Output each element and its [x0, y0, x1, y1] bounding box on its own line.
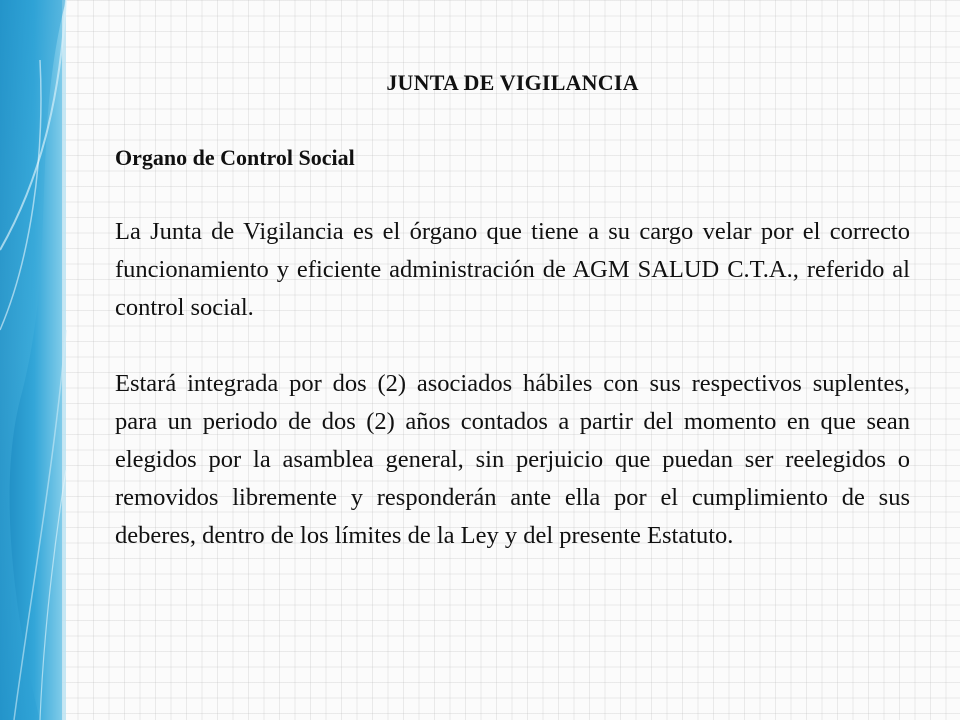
paragraph-composition: Estará integrada por dos (2) asociados hábiles con sus respectivos suplentes, para un periodo de dos (2) años contados a partir del momento en que sean elegidos por la asamblea general, sin perjuicio que puedan ser reelegidos o removidos libremente y responderán ante ella por el cumplimiento de sus deberes, dentro de los límites de la Ley y del presente Estatuto.	[115, 370, 910, 549]
paragraph-definition: La Junta de Vigilancia es el órgano que tiene a su cargo velar por el correcto funcionamiento y eficiente administración de AGM SALUD C.T.A., referido al control social.	[115, 218, 910, 321]
slide-content	[115, 66, 910, 555]
slide-title: JUNTA DE VIGILANCIA	[386, 70, 639, 95]
section-heading: Organo de Control Social	[115, 145, 355, 170]
decorative-blue-band	[0, 0, 80, 720]
